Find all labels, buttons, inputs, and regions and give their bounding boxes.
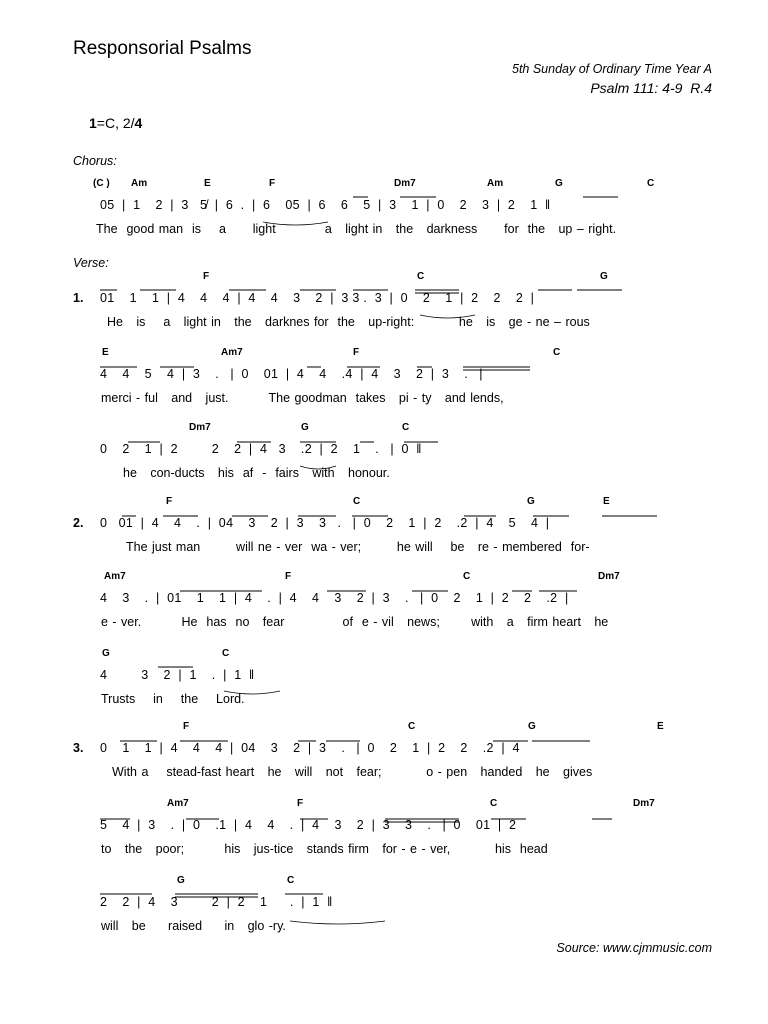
chord-symbol: E xyxy=(603,496,610,507)
chord-row xyxy=(0,271,768,287)
chord-symbol: Dm7 xyxy=(633,798,655,809)
chord-symbol: C xyxy=(402,422,410,433)
lyrics-text: With a stead-fast heart he will not fear; o - pen handed he gives xyxy=(112,765,593,779)
lyrics-text: he con-ducts his af - fairs with honour. xyxy=(123,466,390,480)
score-system xyxy=(0,271,768,333)
chord-symbol: Am7 xyxy=(167,798,189,809)
chord-symbol: E xyxy=(204,178,211,189)
notation-row xyxy=(0,591,768,607)
lyrics-row xyxy=(0,315,768,331)
chord-symbol: C xyxy=(417,271,425,282)
lyrics-row xyxy=(0,466,768,482)
chord-symbol: E xyxy=(102,347,109,358)
notation-row xyxy=(0,668,768,684)
notation-row xyxy=(0,741,768,757)
lyrics-text: The good man is a light a light in the darkness for the up – right. xyxy=(96,222,617,236)
chord-symbol: F xyxy=(203,271,210,282)
score-system xyxy=(0,496,768,558)
psalm-reference: Psalm 111: 4-9 R.4 xyxy=(590,80,712,96)
chord-row xyxy=(0,648,768,664)
jianpu-notes: 4 3 . | 01 1 1 | 4 . | 4 4 3 2 | 3 . | 0 2 1 | 2 2 .2 | xyxy=(100,591,569,605)
chord-symbol: C xyxy=(222,648,230,659)
lyrics-text: merci - ful and just. The goodman takes pi - ty and lends, xyxy=(101,391,504,405)
chord-symbol: C xyxy=(553,347,561,358)
notation-row xyxy=(0,442,768,458)
lyrics-row xyxy=(0,222,768,238)
chord-symbol: C xyxy=(490,798,498,809)
chord-row xyxy=(0,422,768,438)
notation-row xyxy=(0,291,768,307)
chord-symbol: F xyxy=(183,721,190,732)
chord-symbol: C xyxy=(287,875,295,886)
verse-number: 1. xyxy=(73,291,84,305)
time-signature-denominator: 4 xyxy=(134,115,143,131)
lyrics-text: The just man will ne - ver wa - ver; he will be re - membered for- xyxy=(126,540,590,554)
key-tonic-number: 1 xyxy=(89,115,97,131)
key-signature xyxy=(89,115,142,131)
chord-symbol: C xyxy=(647,178,655,189)
chorus-label: Chorus: xyxy=(73,154,117,168)
lyrics-text: He is a light in the darknes for the up-right: he is ge - ne – rous xyxy=(107,315,590,329)
jianpu-notes: 0 2 1 | 2 2 2 | 4 3 .2 | 2 1 . | 0 ‖ xyxy=(100,442,422,456)
notation-row xyxy=(0,367,768,383)
jianpu-notes: 01 1 1 | 4 4 4 | 4 4 3 2 | 3 3 . 3 | 0 2 1 | 2 2 2 | xyxy=(100,291,535,305)
chord-symbol: C xyxy=(408,721,416,732)
notation-row xyxy=(0,516,768,532)
page-title: Responsorial Psalms xyxy=(73,38,252,59)
lyrics-row xyxy=(0,540,768,556)
chord-symbol: F xyxy=(166,496,173,507)
score-system xyxy=(0,347,768,409)
chord-symbol: G xyxy=(555,178,563,189)
jianpu-notes: 5 4 | 3 . | 0 .1 | 4 4 . | 4 3 2 | 3 3 . | 0 01 | 2 xyxy=(100,818,517,832)
jianpu-notes: 4 3 2 | 1 . | 1 ‖ xyxy=(100,668,255,682)
lyrics-row xyxy=(0,842,768,858)
chord-row xyxy=(0,496,768,512)
chord-symbol: F xyxy=(285,571,292,582)
chord-symbol: G xyxy=(177,875,185,886)
chord-symbol: Dm7 xyxy=(598,571,620,582)
jianpu-notes: 0 1 1 | 4 4 4 | 04 3 2 | 3 . | 0 2 1 | 2 2 .2 | 4 xyxy=(100,741,520,755)
chord-symbol: F xyxy=(353,347,360,358)
lyrics-text: Trusts in the Lord. xyxy=(101,692,245,706)
lyrics-text: will be raised in glo -ry. xyxy=(101,919,286,933)
chord-symbol: G xyxy=(102,648,110,659)
chord-symbol: Am7 xyxy=(221,347,243,358)
lyrics-row xyxy=(0,919,768,935)
verse-label: Verse: xyxy=(73,256,109,270)
notation-row xyxy=(0,198,768,214)
jianpu-notes: 05 | 1 2 | 3 5̸ | 6 . | 6 05 | 6 6 5 | 3 1 | 0 2 3 | 2 1 ‖ xyxy=(100,198,551,212)
verse-number: 2. xyxy=(73,516,84,530)
lyrics-row xyxy=(0,692,768,708)
chord-symbol: E xyxy=(657,721,664,732)
chord-symbol: Am xyxy=(487,178,504,189)
chord-symbol: G xyxy=(527,496,535,507)
score-system xyxy=(0,875,768,937)
score-system xyxy=(0,178,768,240)
chord-row xyxy=(0,721,768,737)
chord-symbol: (C ) xyxy=(93,178,110,189)
lyrics-row xyxy=(0,615,768,631)
chord-symbol: Dm7 xyxy=(394,178,416,189)
lyrics-row xyxy=(0,765,768,781)
chord-symbol: F xyxy=(269,178,276,189)
chord-row xyxy=(0,347,768,363)
score-system xyxy=(0,648,768,710)
liturgical-occasion: 5th Sunday of Ordinary Time Year A xyxy=(512,62,712,76)
notation-row xyxy=(0,895,768,911)
score-system xyxy=(0,798,768,860)
chord-symbol: G xyxy=(301,422,309,433)
chord-symbol: Am xyxy=(131,178,148,189)
jianpu-notes: 4 4 5 4 | 3 . | 0 01 | 4 4 .4 | 4 3 2 | 3 . | xyxy=(100,367,483,381)
verse-number: 3. xyxy=(73,741,84,755)
score-system xyxy=(0,571,768,633)
jianpu-notes: 2 2 | 4 3 2 | 2 1 . | 1 ‖ xyxy=(100,895,333,909)
score-system xyxy=(0,721,768,783)
chord-symbol: G xyxy=(528,721,536,732)
chord-symbol: Am7 xyxy=(104,571,126,582)
chord-row xyxy=(0,178,768,194)
key-text: =C, 2/ xyxy=(96,115,135,131)
source-credit: Source: www.cjmmusic.com xyxy=(556,941,712,955)
chord-symbol: G xyxy=(600,271,608,282)
chord-symbol: C xyxy=(463,571,471,582)
chord-symbol: F xyxy=(297,798,304,809)
chord-row xyxy=(0,571,768,587)
score-system xyxy=(0,422,768,484)
chord-row xyxy=(0,875,768,891)
chord-row xyxy=(0,798,768,814)
lyrics-text: e - ver. He has no fear of e - vil news; with a firm heart he xyxy=(101,615,609,629)
lyrics-row xyxy=(0,391,768,407)
lyrics-text: to the poor; his jus-tice stands firm for - e - ver, his head xyxy=(101,842,548,856)
notation-row xyxy=(0,818,768,834)
chord-symbol: Dm7 xyxy=(189,422,211,433)
chord-symbol: C xyxy=(353,496,361,507)
jianpu-notes: 0 01 | 4 4 . | 04 3 2 | 3 3 . | 0 2 1 | 2 .2 | 4 5 4 | xyxy=(100,516,550,530)
